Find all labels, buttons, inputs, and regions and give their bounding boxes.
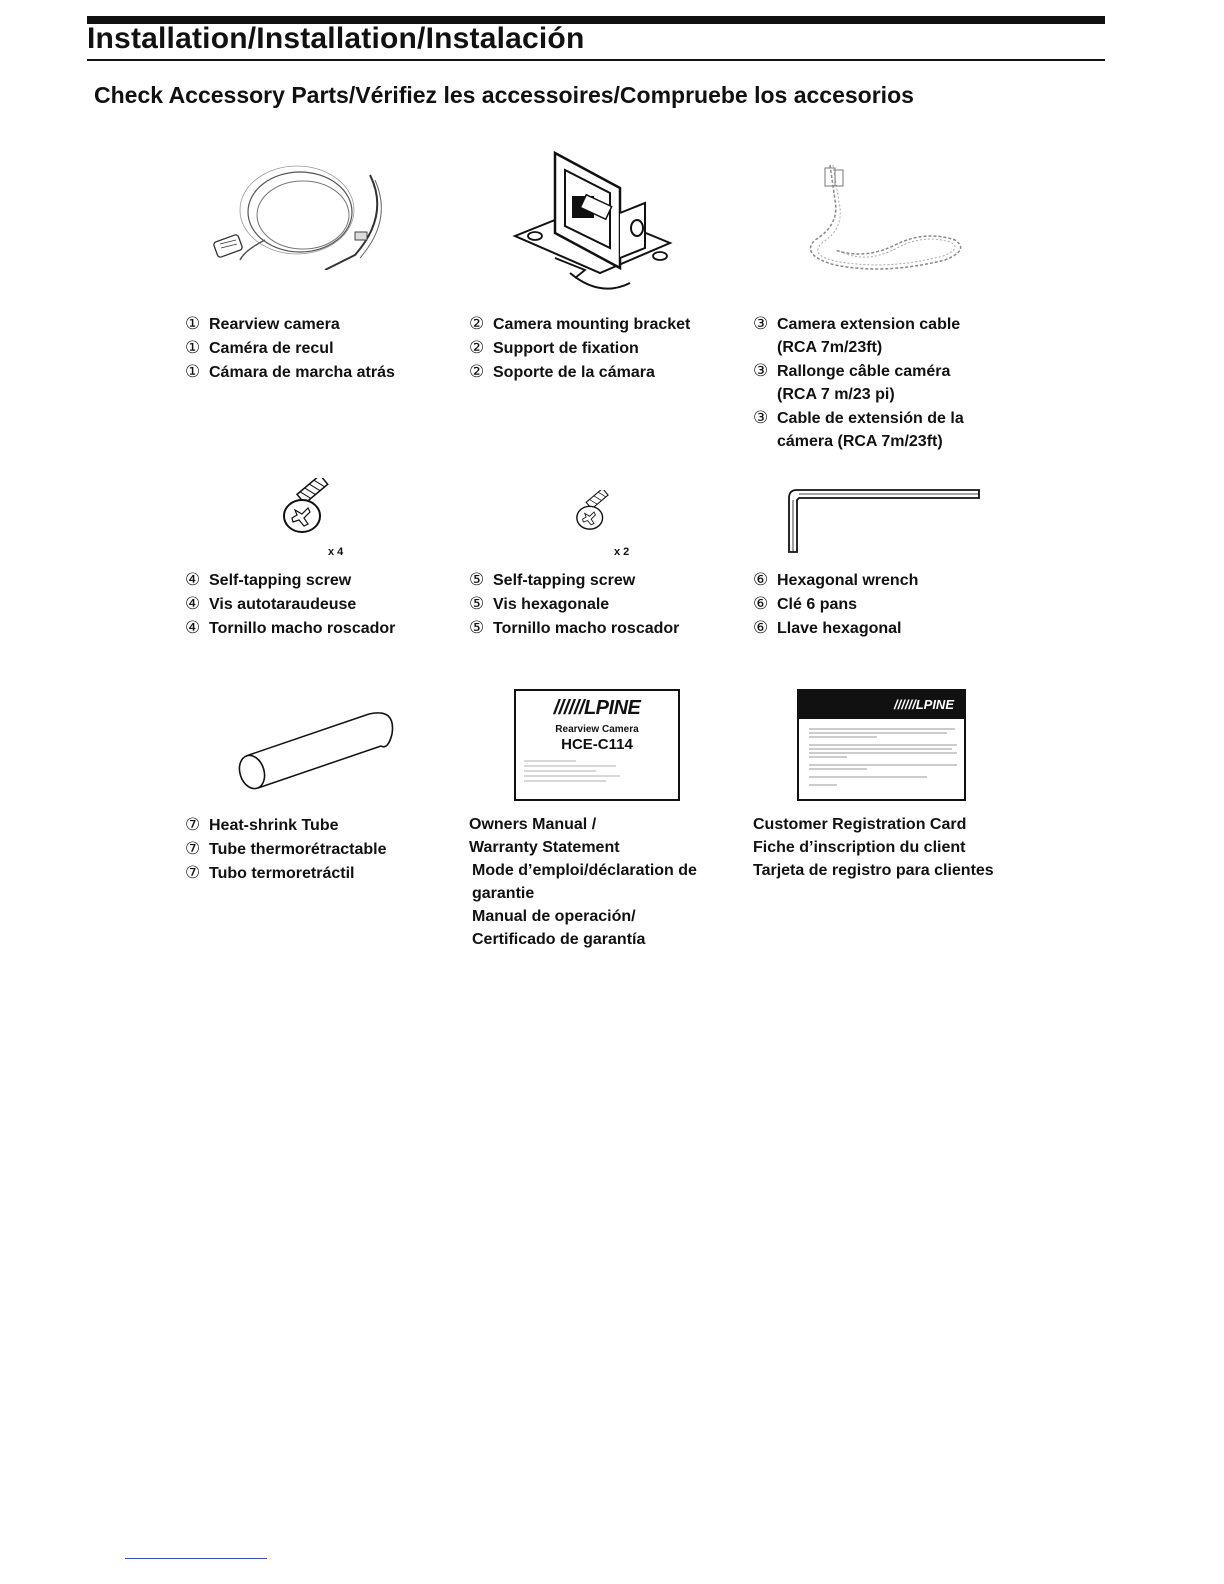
item-6-caption	[753, 568, 918, 640]
item-8-line-6: Certificado de garantía	[472, 931, 646, 948]
item-8-line-5: Manual de operación/	[472, 908, 636, 925]
item-1-caption	[185, 312, 395, 384]
item-4-line-2: ④ Vis autotaraudeuse	[185, 594, 357, 613]
card-header-band	[799, 691, 964, 719]
item-number: ⑤	[469, 570, 485, 589]
extension-cable-icon	[795, 160, 975, 285]
item-number: ④	[185, 570, 201, 589]
owners-manual-icon	[514, 689, 680, 801]
item-number: ①	[185, 338, 201, 357]
item-number: ⑥	[753, 570, 769, 589]
item-3-line-2: (RCA 7m/23ft)	[777, 339, 883, 356]
item-4-line-1: ④ Self-tapping screw	[185, 570, 352, 589]
item-number: ⑤	[469, 594, 485, 613]
item-6-line-2: ⑥ Clé 6 pans	[753, 594, 858, 613]
item-7-line-3: ⑦ Tubo termoretráctil	[185, 863, 355, 882]
item-9-caption	[753, 813, 994, 882]
item-number: ⑦	[185, 839, 201, 858]
screw-icon	[280, 478, 350, 538]
alpine-logo: //////LPINE	[553, 697, 641, 719]
item-number: ⑥	[753, 618, 769, 637]
item-9-line-2: Fiche d’inscription du client	[753, 839, 966, 856]
item-3-line-3: ③ Rallonge câble caméra	[753, 361, 951, 380]
item-7-caption	[185, 813, 387, 885]
item-number: ③	[753, 361, 769, 380]
item-3-caption	[753, 312, 964, 453]
rearview-camera-icon	[205, 160, 405, 270]
item-number: ③	[753, 408, 769, 427]
item-4-line-3: ④ Tornillo macho roscador	[185, 618, 396, 637]
item-number: ⑦	[185, 815, 201, 834]
item-6-line-3: ⑥ Llave hexagonal	[753, 618, 902, 637]
item-5-caption	[469, 568, 679, 640]
hex-wrench-icon	[785, 486, 985, 556]
item-2-line-2: ② Support de fixation	[469, 338, 639, 357]
mounting-bracket-icon	[510, 148, 690, 303]
item-5-line-3: ⑤ Tornillo macho roscador	[469, 618, 680, 637]
manual-model: HCE-C114	[561, 736, 633, 753]
item-1-line-1: ① Rearview camera	[185, 314, 340, 333]
item-8-line-4: garantie	[472, 885, 535, 902]
item-number: ④	[185, 618, 201, 637]
section-heading: Check Accessory Parts/Vérifiez les accessoires/Compruebe los accesorios	[94, 82, 914, 108]
item-number: ④	[185, 594, 201, 613]
item-8-caption	[469, 813, 697, 951]
screw-icon	[574, 490, 624, 534]
item-9-line-3: Tarjeta de registro para clientes	[753, 862, 994, 879]
title-rule	[87, 59, 1105, 61]
item-2-line-1: ② Camera mounting bracket	[469, 314, 691, 333]
item-2-line-3: ② Soporte de la cámara	[469, 362, 655, 381]
footer-line	[125, 1558, 267, 1559]
item-number: ②	[469, 338, 485, 357]
card-fine-print	[807, 723, 967, 799]
item-1-line-3: ① Cámara de marcha atrás	[185, 362, 395, 381]
manual-fine-print	[516, 757, 626, 787]
item-5-line-1: ⑤ Self-tapping screw	[469, 570, 636, 589]
alpine-logo: //////LPINE	[894, 697, 954, 712]
item-1-line-2: ① Caméra de recul	[185, 338, 334, 357]
item-number: ③	[753, 314, 769, 333]
item-2-caption	[469, 312, 690, 384]
item-3-line-1: ③ Camera extension cable	[753, 314, 961, 333]
item-4-caption	[185, 568, 395, 640]
item-3-line-4: (RCA 7 m/23 pi)	[777, 386, 895, 403]
registration-card-icon	[797, 689, 966, 801]
item-number: ②	[469, 362, 485, 381]
item-number: ⑦	[185, 863, 201, 882]
item-number: ⑤	[469, 618, 485, 637]
heat-shrink-tube-icon	[236, 706, 401, 796]
item-8-line-1: Owners Manual /	[469, 816, 597, 833]
item-3-line-5: ③ Cable de extensión de la	[753, 408, 964, 427]
item-7-line-2: ⑦ Tube thermorétractable	[185, 839, 387, 858]
item-number: ①	[185, 362, 201, 381]
manual-product-name: Rearview Camera	[555, 724, 639, 735]
item-8-line-2: Warranty Statement	[469, 839, 620, 856]
page-title: Installation/Installation/Instalación	[87, 22, 585, 55]
item-3-line-6: cámera (RCA 7m/23ft)	[777, 433, 943, 450]
item-9-line-1: Customer Registration Card	[753, 816, 967, 833]
item-5-line-2: ⑤ Vis hexagonale	[469, 594, 610, 613]
item-number: ②	[469, 314, 485, 333]
item-number: ①	[185, 314, 201, 333]
quantity-label: x 2	[614, 546, 630, 558]
item-8-line-3: Mode d’emploi/déclaration de	[472, 862, 697, 879]
item-7-line-1: ⑦ Heat-shrink Tube	[185, 815, 339, 834]
item-number: ⑥	[753, 594, 769, 613]
quantity-label: x 4	[328, 546, 344, 558]
item-6-line-1: ⑥ Hexagonal wrench	[753, 570, 919, 589]
